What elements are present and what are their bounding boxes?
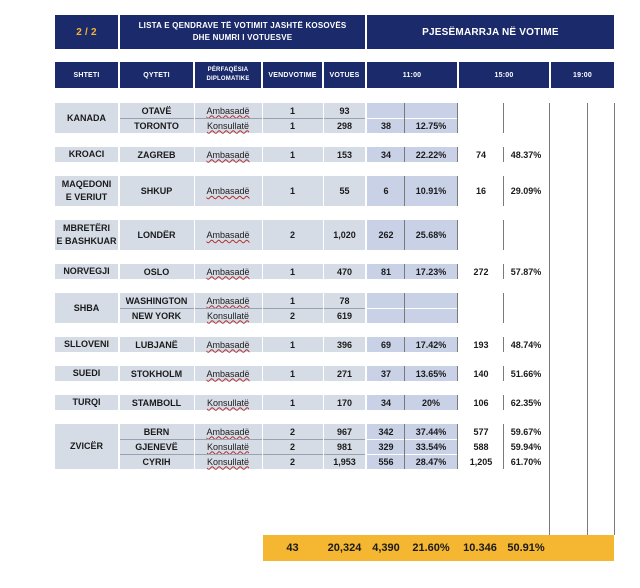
- country-cell: [55, 220, 118, 250]
- voters-cell: 55: [339, 186, 350, 196]
- count-1100: 556: [378, 456, 394, 467]
- column-divider: [366, 395, 367, 410]
- voters-cell: 470: [336, 266, 353, 277]
- country-name: SLLOVENI: [63, 339, 109, 349]
- voters-cell: 396: [336, 339, 353, 350]
- pct-1500: 48.37%: [510, 149, 542, 160]
- column-divider: [503, 366, 504, 381]
- mission-cell: Ambasadë: [206, 339, 250, 350]
- column-divider: [194, 395, 195, 410]
- column-divider: [587, 103, 588, 535]
- pct-1100: 10.91%: [415, 186, 447, 196]
- centers-cell: 1: [289, 105, 295, 116]
- col-header-voters: VOTUES: [324, 62, 365, 88]
- column-divider: [503, 103, 504, 133]
- row-separator: [367, 454, 457, 455]
- mission-cell: Konsullatë: [206, 310, 250, 321]
- country-cell: [55, 337, 118, 352]
- column-divider: [404, 337, 405, 352]
- column-divider: [194, 424, 195, 469]
- count-1500: 106: [473, 397, 489, 408]
- city-cell: LUBJANË: [135, 339, 178, 350]
- column-divider: [404, 424, 405, 469]
- count-1100: 37: [380, 368, 391, 379]
- row-separator: [120, 308, 365, 309]
- column-divider: [119, 103, 120, 133]
- centers-cell: 1: [289, 295, 295, 306]
- count-1100: 81: [380, 266, 391, 277]
- mission-cell: Ambasadë: [206, 230, 250, 240]
- column-divider: [194, 337, 195, 352]
- total-pct-1500: 50.91%: [507, 542, 545, 554]
- city-cell: OSLO: [143, 266, 170, 277]
- pct-1500: 48.74%: [510, 339, 542, 350]
- pct-1100: 20%: [421, 397, 440, 408]
- column-divider: [404, 103, 405, 133]
- column-divider: [323, 366, 324, 381]
- pct-1100: 22.22%: [415, 149, 447, 160]
- country-name: SUEDI: [72, 368, 101, 378]
- count-1500: 577: [473, 426, 489, 437]
- count-1500: 140: [473, 368, 489, 379]
- participation-title: PJESËMARRJA NË VOTIME: [367, 15, 614, 49]
- column-divider: [503, 176, 504, 206]
- count-1500: 16: [475, 186, 486, 196]
- voters-cell: 153: [336, 149, 353, 160]
- centers-cell: 1: [289, 368, 295, 379]
- country-name: ZVICËR: [69, 441, 103, 451]
- pct-1100: 13.65%: [415, 368, 447, 379]
- mission-cell: Ambasadë: [206, 105, 250, 116]
- mission-cell: Ambasadë: [206, 186, 250, 196]
- column-divider: [366, 147, 367, 162]
- centers-cell: 2: [289, 230, 295, 240]
- pct-1500: [503, 308, 549, 323]
- pct-1100: 33.54%: [415, 441, 447, 452]
- pct-1100: 17.42%: [415, 339, 447, 350]
- column-divider: [366, 337, 367, 352]
- column-divider: [404, 293, 405, 323]
- column-divider: [262, 103, 263, 133]
- city-cell: SHKUP: [140, 186, 173, 196]
- column-divider: [262, 395, 263, 410]
- column-divider: [119, 293, 120, 323]
- column-divider: [366, 176, 367, 206]
- country-cell: [55, 147, 118, 162]
- column-divider: [404, 147, 405, 162]
- pct-1500: [503, 220, 549, 250]
- centers-cell: 1: [289, 149, 295, 160]
- city-cell: LONDËR: [137, 230, 176, 240]
- country-name: KANADA: [67, 112, 106, 123]
- count-1500: 588: [473, 441, 489, 452]
- column-divider: [366, 220, 367, 250]
- column-divider: [194, 147, 195, 162]
- centers-cell: 2: [289, 310, 295, 321]
- mission-cell: Ambasadë: [206, 295, 250, 306]
- column-divider: [457, 220, 458, 250]
- count-1100: 329: [378, 441, 394, 452]
- page-indicator: 2 / 2: [55, 15, 118, 49]
- mission-cell: Konsullatë: [206, 456, 250, 467]
- column-divider: [503, 395, 504, 410]
- country-cell: [55, 176, 118, 206]
- count-1100: [367, 293, 405, 308]
- pct-1100: [405, 308, 457, 323]
- column-divider: [119, 220, 120, 250]
- row-separator: [120, 118, 365, 119]
- column-divider: [457, 366, 458, 381]
- column-divider: [262, 220, 263, 250]
- voters-cell: 93: [339, 105, 350, 116]
- count-1500: [459, 103, 503, 118]
- city-cell: CYRIH: [142, 456, 171, 467]
- column-divider: [119, 424, 120, 469]
- pct-1500: 29.09%: [510, 186, 542, 196]
- col-header-1100: 11:00: [367, 62, 457, 88]
- column-divider: [404, 176, 405, 206]
- column-divider: [366, 366, 367, 381]
- title-line-2: DHE NUMRI I VOTUESVE: [192, 33, 293, 42]
- column-divider: [366, 424, 367, 469]
- pct-1500: 57.87%: [510, 266, 542, 277]
- title-line-1: LISTA E QENDRAVE TË VOTIMIT JASHTË KOSOVËS: [138, 21, 347, 30]
- column-divider: [262, 337, 263, 352]
- count-1100: 6: [383, 186, 389, 196]
- column-divider: [323, 147, 324, 162]
- col-header-city: QYTETI: [120, 62, 193, 88]
- mission-cell: Konsullatë: [206, 397, 250, 408]
- column-divider: [457, 337, 458, 352]
- country-cell: [55, 424, 118, 469]
- column-divider: [549, 103, 550, 535]
- column-divider: [323, 424, 324, 469]
- count-1100: 342: [378, 426, 394, 437]
- count-1500: 272: [473, 266, 489, 277]
- column-divider: [262, 147, 263, 162]
- voters-cell: 271: [336, 368, 353, 379]
- col-header-1900: 19:00: [551, 62, 614, 88]
- country-name: NORVEGJI: [63, 266, 110, 276]
- column-divider: [503, 147, 504, 162]
- centers-cell: 1: [289, 266, 295, 277]
- count-1100: 262: [378, 230, 394, 240]
- total-count-1500: 10.346: [463, 542, 497, 554]
- country-name: MBRETËRI: [63, 223, 110, 233]
- count-1500: [459, 293, 503, 308]
- column-divider: [119, 176, 120, 206]
- col-header-centers: VENDVOTIME: [263, 62, 322, 88]
- centers-cell: 1: [289, 120, 295, 131]
- pct-1100: 17.23%: [415, 266, 447, 277]
- column-divider: [503, 293, 504, 323]
- country-name: E BASHKUAR: [56, 236, 117, 246]
- voters-cell: 78: [339, 295, 350, 306]
- city-cell: OTAVË: [141, 105, 172, 116]
- pct-1100: 28.47%: [415, 456, 447, 467]
- count-1100: 34: [380, 397, 391, 408]
- column-divider: [194, 176, 195, 206]
- pct-1100: 37.44%: [415, 426, 447, 437]
- column-divider: [323, 264, 324, 279]
- column-divider: [457, 395, 458, 410]
- voters-cell: 170: [336, 397, 353, 408]
- centers-cell: 2: [289, 456, 295, 467]
- column-divider: [323, 395, 324, 410]
- column-divider: [323, 220, 324, 250]
- column-divider: [366, 103, 367, 133]
- count-1500: 193: [473, 339, 489, 350]
- total-pct-1100: 21.60%: [412, 542, 450, 554]
- column-divider: [262, 366, 263, 381]
- row-separator: [120, 454, 365, 455]
- centers-cell: 1: [289, 397, 295, 408]
- row-separator: [367, 439, 457, 440]
- mission-cell: Ambasadë: [206, 149, 250, 160]
- city-cell: BERN: [143, 426, 170, 437]
- country-name: KROACI: [68, 149, 105, 159]
- country-name: MAQEDONI: [61, 179, 112, 189]
- column-divider: [323, 176, 324, 206]
- count-1500: 74: [475, 149, 486, 160]
- voters-cell: 1,020: [333, 230, 356, 240]
- country-cell: [55, 395, 118, 410]
- voters-cell: 967: [336, 426, 353, 437]
- pct-1500: 59.67%: [510, 426, 542, 437]
- column-divider: [457, 264, 458, 279]
- city-cell: STAMBOLL: [131, 397, 182, 408]
- column-divider: [194, 103, 195, 133]
- row-separator: [367, 118, 457, 119]
- column-divider: [262, 176, 263, 206]
- column-divider: [323, 337, 324, 352]
- pct-1500: [503, 118, 549, 133]
- col-header-mission: PËRFAQËSIA DIPLOMATIKE: [195, 62, 261, 88]
- column-divider: [119, 395, 120, 410]
- column-divider: [194, 366, 195, 381]
- voters-cell: 298: [336, 120, 353, 131]
- count-1500: 1,205: [469, 456, 493, 467]
- pct-1500: 51.66%: [510, 368, 542, 379]
- count-1100: [367, 308, 405, 323]
- column-divider: [262, 293, 263, 323]
- column-divider: [262, 264, 263, 279]
- column-divider: [503, 424, 504, 469]
- voters-cell: 981: [336, 441, 353, 452]
- country-cell: [55, 264, 118, 279]
- city-cell: GJENEVË: [135, 441, 178, 452]
- count-1500: [459, 118, 503, 133]
- column-divider: [366, 293, 367, 323]
- count-1100: 38: [380, 120, 391, 131]
- col-header-country: SHTETI: [55, 62, 118, 88]
- mission-cell: Ambasadë: [206, 266, 250, 277]
- country-cell: [55, 293, 118, 323]
- country-cell: [55, 103, 118, 133]
- row-separator: [120, 439, 365, 440]
- column-divider: [457, 293, 458, 323]
- pct-1100: [405, 293, 457, 308]
- country-cell: [55, 366, 118, 381]
- country-name: E VERIUT: [65, 192, 108, 202]
- count-1100: 69: [380, 339, 391, 350]
- pct-1100: 12.75%: [415, 120, 447, 131]
- pct-1500: 61.70%: [510, 456, 542, 467]
- mission-cell: Konsullatë: [206, 120, 250, 131]
- column-divider: [404, 220, 405, 250]
- column-divider: [119, 366, 120, 381]
- table-title: [120, 15, 365, 49]
- count-1500: [459, 220, 503, 250]
- count-1500: [459, 308, 503, 323]
- column-divider: [503, 220, 504, 250]
- city-cell: NEW YORK: [131, 310, 182, 321]
- city-cell: WASHINGTON: [125, 295, 188, 306]
- column-divider: [503, 337, 504, 352]
- country-name: TURQI: [72, 397, 101, 407]
- centers-cell: 2: [289, 426, 295, 437]
- centers-cell: 2: [289, 441, 295, 452]
- column-divider: [457, 147, 458, 162]
- city-cell: TORONTO: [134, 120, 179, 131]
- column-divider: [323, 103, 324, 133]
- column-divider: [119, 264, 120, 279]
- mission-cell: Ambasadë: [206, 426, 250, 437]
- country-name: SHBA: [73, 302, 100, 313]
- column-divider: [503, 264, 504, 279]
- column-divider: [457, 103, 458, 133]
- column-divider: [404, 395, 405, 410]
- voters-cell: 619: [336, 310, 353, 321]
- count-1100: 34: [380, 149, 391, 160]
- column-divider: [194, 293, 195, 323]
- centers-cell: 1: [289, 339, 295, 350]
- column-divider: [323, 293, 324, 323]
- column-divider: [119, 337, 120, 352]
- col-header-1500: 15:00: [459, 62, 549, 88]
- column-divider: [119, 147, 120, 162]
- column-divider: [457, 176, 458, 206]
- pct-1500: [503, 293, 549, 308]
- mission-cell: Ambasadë: [206, 368, 250, 379]
- pct-1500: [503, 103, 549, 118]
- city-cell: STOKHOLM: [130, 368, 183, 379]
- column-divider: [194, 220, 195, 250]
- pct-1100: 25.68%: [415, 230, 447, 240]
- centers-cell: 1: [289, 186, 295, 196]
- total-voters: 20,324: [327, 542, 362, 554]
- pct-1100: [405, 103, 457, 118]
- count-1100: [367, 103, 405, 118]
- column-divider: [614, 103, 615, 535]
- column-divider: [194, 264, 195, 279]
- pct-1500: 62.35%: [510, 397, 542, 408]
- column-divider: [262, 424, 263, 469]
- column-divider: [366, 264, 367, 279]
- city-cell: ZAGREB: [137, 149, 176, 160]
- total-centers: 43: [286, 542, 299, 554]
- column-divider: [404, 366, 405, 381]
- pct-1500: 59.94%: [510, 441, 542, 452]
- column-divider: [404, 264, 405, 279]
- row-separator: [367, 308, 457, 309]
- mission-cell: Konsullatë: [206, 441, 250, 452]
- total-count-1100: 4,390: [372, 542, 400, 554]
- voters-cell: 1,953: [333, 456, 356, 467]
- column-divider: [457, 424, 458, 469]
